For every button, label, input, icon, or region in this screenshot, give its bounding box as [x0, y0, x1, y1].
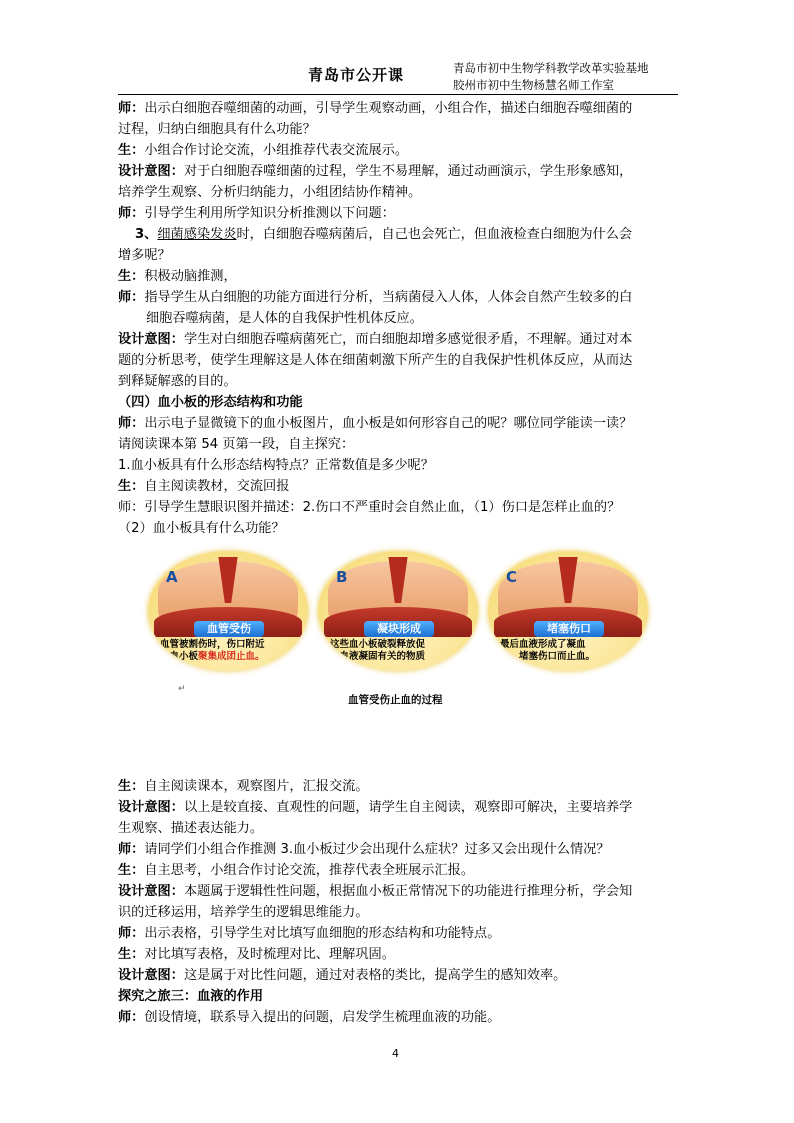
panel-caption: [160, 639, 296, 663]
speaker-label: 生：: [118, 143, 145, 158]
panel-letter: C: [506, 568, 518, 586]
line-text: 小组合作讨论交流，小组推荐代表交流展示。: [144, 143, 409, 158]
text-line: [118, 329, 678, 350]
text-line: [118, 986, 678, 1007]
caption-line2: [500, 651, 636, 663]
text-line: [118, 944, 678, 965]
text-block-1: [118, 98, 678, 224]
text-line: [118, 140, 678, 161]
text-line: [118, 308, 678, 329]
line-text: 本题属于逻辑性性问题，根据血小板正常情况下的功能进行推理分析，学会知: [183, 884, 633, 899]
text-line: [118, 860, 678, 881]
speaker-label: 设计意图：: [118, 800, 184, 815]
panel-caption: [330, 639, 466, 663]
text-line: [118, 923, 678, 944]
speaker-label: 设计意图：: [118, 332, 184, 347]
text-line: [118, 392, 678, 413]
line-text: 创设情境，联系导入提出的问题，启发学生梳理血液的功能。: [144, 1010, 501, 1025]
speaker-label: 生：: [118, 947, 145, 962]
line-text: 请同学们小组合作推测 3.血小板过少会出现什么症状？过多又会出现什么情况？: [144, 842, 610, 857]
header-title: 青岛市公开课: [308, 66, 405, 84]
text-line: [118, 518, 678, 539]
speaker-label: 生：: [118, 863, 145, 878]
line-text: 以上是较直接、直观性的问题，请学生自主阅读，观察即可解决，主要培养学: [183, 800, 633, 815]
text-line: [118, 497, 678, 518]
text-line: [118, 287, 678, 308]
text-block-3: [118, 776, 678, 1028]
panel-letter: B: [336, 568, 348, 586]
question-number: 3、: [135, 227, 158, 242]
line-text: 到释疑解惑的目的。: [118, 374, 237, 389]
page-header: [118, 58, 678, 96]
speaker-label: 设计意图：: [118, 884, 184, 899]
text-line: [118, 818, 678, 839]
line-text: 积极动脑推测，: [144, 269, 237, 284]
speaker-label: 设计意图：: [118, 968, 184, 983]
document-body: [118, 98, 678, 1028]
speaker-label: 生：: [118, 779, 145, 794]
text-line: [118, 476, 678, 497]
text-line: [118, 98, 678, 119]
question-text: 时，白细胞吞噬病菌后，自己也会死亡，但血液检查白细胞为什么会: [236, 227, 633, 242]
text-line: [118, 266, 678, 287]
speaker-label: 师：: [118, 206, 145, 221]
speaker-label: 探究之旅三：血液的作用: [118, 989, 264, 1004]
text-line: [118, 182, 678, 203]
page-number: 4: [392, 1047, 399, 1060]
line-text: 指导学生从白细胞的功能方面进行分析，当病菌侵入人体，人体会自然产生较多的白: [144, 290, 633, 305]
panel-tag: 血管受伤: [194, 621, 264, 637]
text-line: [118, 161, 678, 182]
line-text: 学生对白细胞吞噬病菌死亡，而白细胞却增多感觉很矛盾，不理解。通过对本: [183, 332, 633, 347]
text-line: [118, 203, 678, 224]
line-text: 出示白细胞吞噬细菌的动画，引导学生观察动画，小组合作，描述白细胞吞噬细菌的: [144, 101, 633, 116]
text-line: [118, 434, 678, 455]
line-text: 引导学生利用所学知识分析推测以下问题：: [144, 206, 395, 221]
text-line: [118, 245, 678, 266]
figure-panel-b: [318, 551, 478, 671]
speaker-label: 师：: [118, 101, 145, 116]
text-line: [118, 881, 678, 902]
line-text: 自主阅读教材，交流回报: [144, 479, 290, 494]
line-text: 生观察、描述表达能力。: [118, 821, 264, 836]
line-text: 自主阅读课本，观察图片，汇报交流。: [144, 779, 369, 794]
text-line: [118, 839, 678, 860]
speaker-label: 师：: [118, 416, 145, 431]
caption-line1: 最后血液形成了凝血: [500, 639, 586, 650]
question-3: [118, 224, 678, 245]
line-text: 出示表格，引导学生对比填写血细胞的形态结构和功能特点。: [144, 926, 501, 941]
text-block-2: [118, 245, 678, 539]
speaker-label: （四）血小板的形态结构和功能: [118, 395, 303, 410]
text-line: [118, 902, 678, 923]
speaker-label: 生：: [118, 269, 145, 284]
line-text: 师：引导学生慧眼识图并描述：2.伤口不严重时会自然止血，（1）伤口是怎样止血的？: [118, 500, 621, 515]
text-line: [118, 350, 678, 371]
caption-line1: 这些血小板破裂释放促: [330, 639, 426, 650]
line-text: 请阅读课本第 54 页第一段，自主探究：: [118, 437, 355, 452]
speaker-label: 师：: [118, 926, 145, 941]
underlined-term: 细菌感染发炎: [157, 227, 237, 242]
header-rule: [118, 94, 678, 95]
line-text: 培养学生观察、分析归纳能力，小组团结协作精神。: [118, 185, 422, 200]
hemostasis-figure: [118, 545, 678, 770]
panel-caption: [500, 639, 636, 663]
figure-title: 血管受伤止血的过程: [348, 694, 443, 706]
line-text: 出示电子显微镜下的血小板图片，血小板是如何形容自己的呢？哪位同学能读一读？: [144, 416, 633, 431]
header-affiliation: [453, 60, 649, 94]
line-text: 过程，归纳白细胞具有什么功能？: [118, 122, 316, 137]
figure-panel-c: [488, 551, 648, 671]
header-affiliation-line1: 青岛市初中生物学科教学改革实验基地: [453, 61, 649, 75]
line-text: 对比填写表格，及时梳理对比、理解巩固。: [144, 947, 395, 962]
line-text: 自主思考，小组合作讨论交流，推荐代表全班展示汇报。: [144, 863, 475, 878]
figure-panel-a: [148, 551, 308, 671]
panel-tag: 凝块形成: [364, 621, 434, 637]
text-line: [118, 371, 678, 392]
text-line: [118, 413, 678, 434]
speaker-label: 师：: [118, 842, 145, 857]
header-affiliation-line2: 胶州市初中生物杨慧名师工作室: [453, 78, 614, 92]
line-text: 增多呢？: [118, 248, 171, 263]
speaker-label: 生：: [118, 479, 145, 494]
line-text: 对于白细胞吞噬细菌的过程，学生不易理解，通过动画演示，学生形象感知，: [183, 164, 633, 179]
text-line: [118, 455, 678, 476]
caption-line1: 血管被割伤时，伤口附近: [160, 639, 265, 650]
line-text: 细胞吞噬病菌，是人体的自我保护性机体反应。: [146, 311, 423, 326]
text-line: [118, 965, 678, 986]
line-text: 1.血小板具有什么形态结构特点？正常数值是多少呢？: [118, 458, 434, 473]
line-text: 这是属于对比性问题，通过对表格的类比，提高学生的感知效率。: [183, 968, 567, 983]
text-line: [118, 776, 678, 797]
caption-line2: [330, 651, 466, 663]
caption-line2a: 块，堵塞伤口而止血。: [500, 651, 596, 662]
return-mark: ↵: [178, 684, 186, 694]
line-text: （2）血小板具有什么功能？: [118, 521, 285, 536]
caption-line2: [160, 651, 296, 663]
text-line: [118, 1007, 678, 1028]
speaker-label: 设计意图：: [118, 164, 184, 179]
line-text: 识的迁移运用，培养学生的逻辑思维能力。: [118, 905, 369, 920]
caption-line2a: 的血小板: [160, 651, 199, 662]
caption-line2b: 聚集成团止血。: [198, 651, 265, 662]
speaker-label: 师：: [118, 1010, 145, 1025]
caption-line2a: 使血液凝固有关的物质: [330, 651, 426, 662]
panel-tag: 堵塞伤口: [534, 621, 604, 637]
speaker-label: 师：: [118, 290, 145, 305]
line-text: 题的分析思考，使学生理解这是人体在细菌刺激下所产生的自我保护性机体反应，从而达: [118, 353, 633, 368]
panel-letter: A: [166, 568, 178, 586]
text-line: [118, 119, 678, 140]
text-line: [118, 797, 678, 818]
